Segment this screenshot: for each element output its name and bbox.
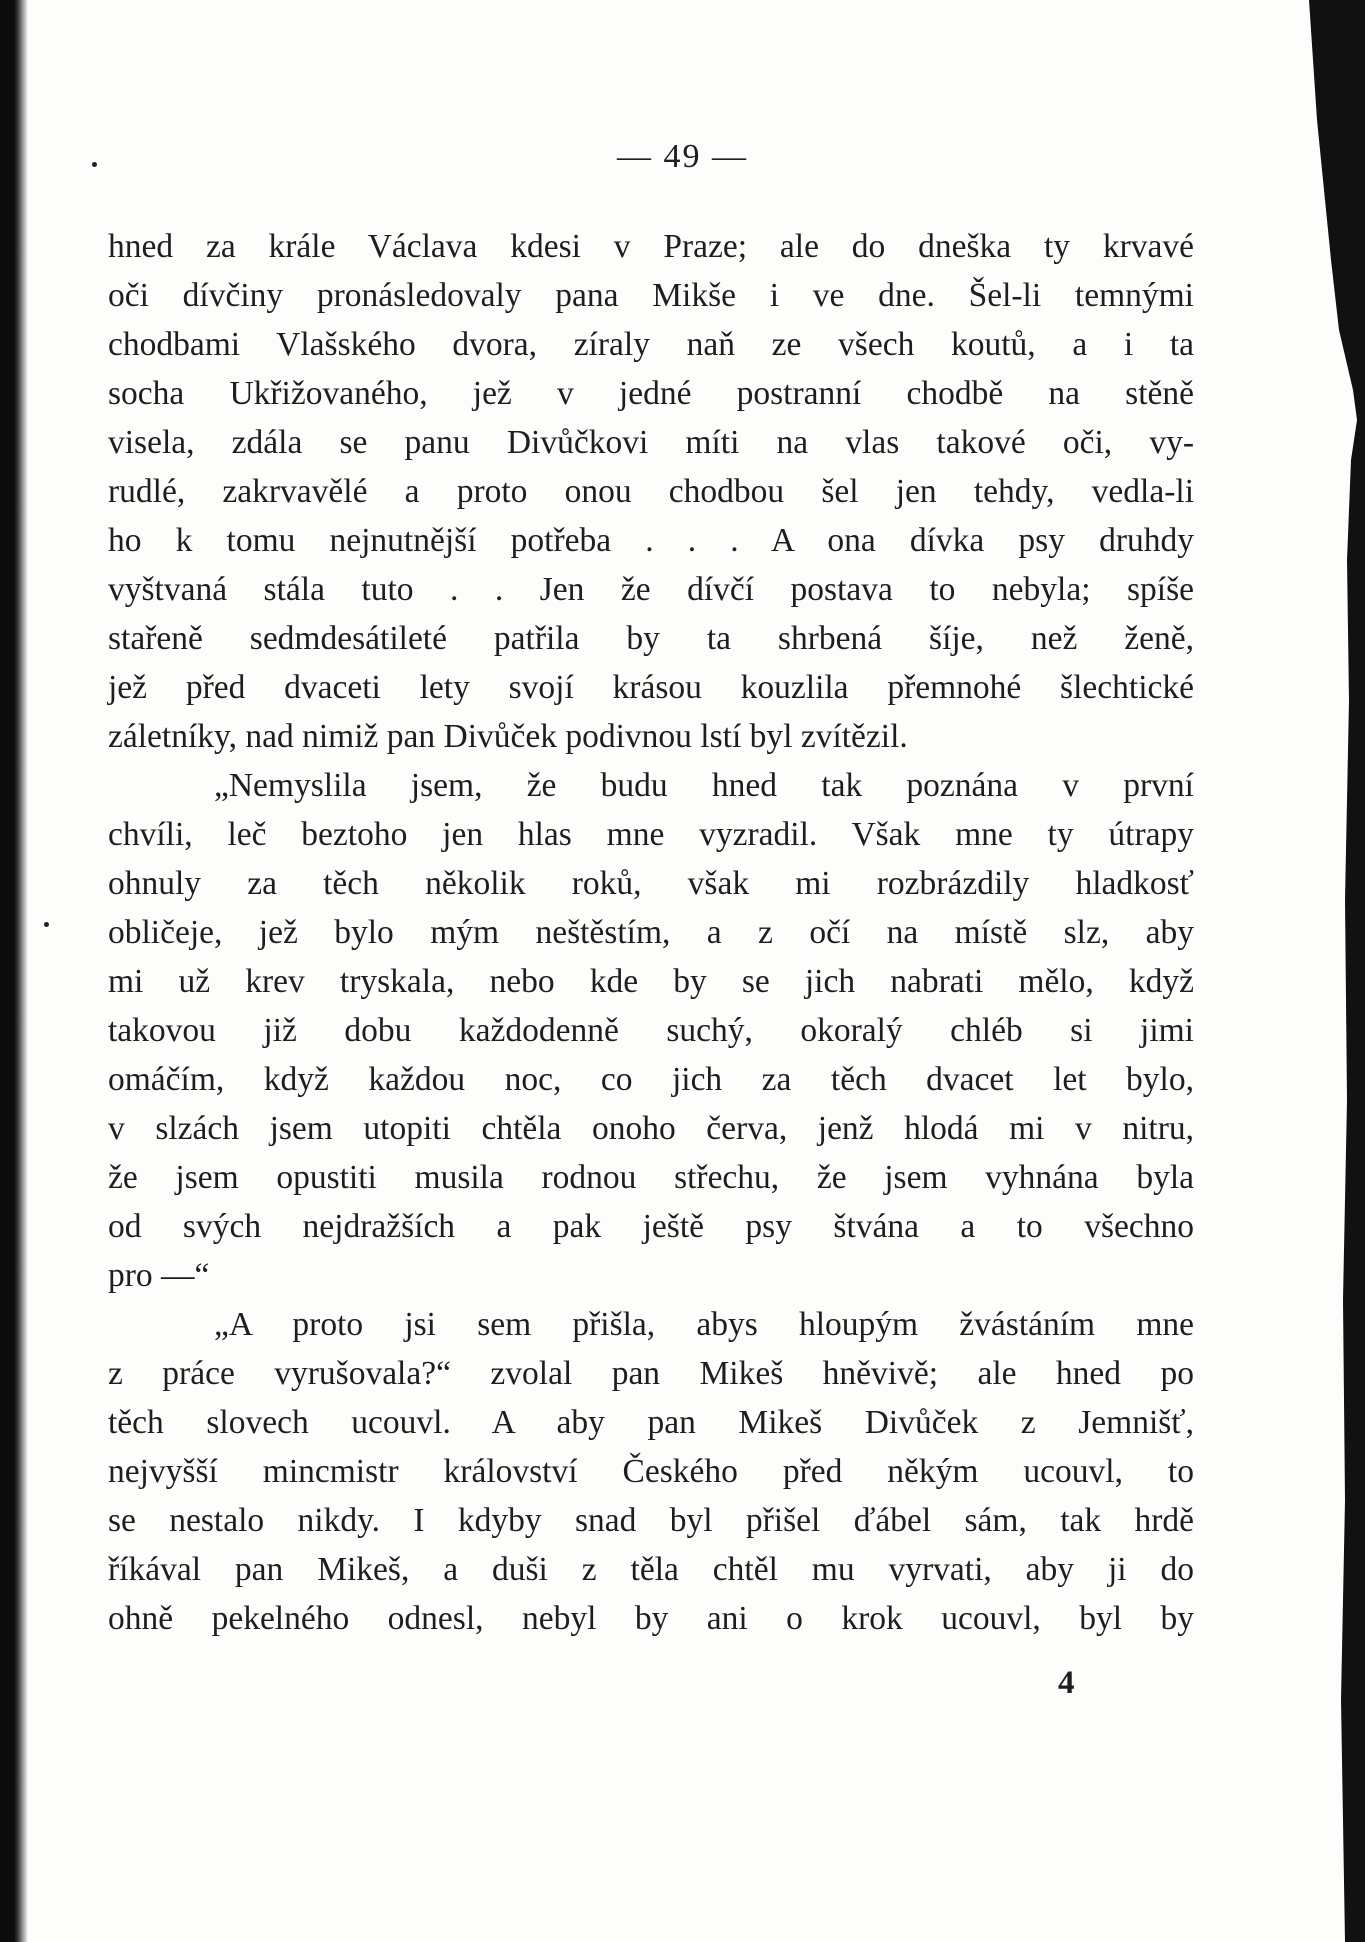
text-line: od svých nejdražších a pak ještě psy štvána a to všechno [108,1208,1194,1245]
page-number: — 49 — [617,138,748,175]
text-line: z práce vyrušovala?“ zvolal pan Mikeš hněvivě; ale hned po [108,1355,1194,1392]
text-line: takovou již dobu každodenně suchý, okoralý chléb si jimi [108,1012,1194,1049]
text-line: říkával pan Mikeš, a duši z těla chtěl mu vyrvati, aby ji do [108,1551,1194,1588]
text-line: nejvyšší mincmistr království Českého před někým ucouvl, to [108,1453,1194,1490]
scan-border-left [0,0,28,1942]
text-line: visela, zdála se panu Divůčkovi míti na vlas takové oči, vy- [108,424,1194,461]
text-line: hned za krále Václava kdesi v Praze; ale do dneška ty krvavé [108,228,1194,265]
text-line: že jsem opustiti musila rodnou střechu, že jsem vyhnána byla [108,1159,1194,1196]
text-line: v slzách jsem utopiti chtěla onoho červa, jenž hlodá mi v nitru, [108,1110,1194,1147]
text-line: oči dívčiny pronásledovaly pana Mikše i ve dne. Šel-li temnými [108,277,1194,314]
text-line: jež před dvaceti lety svojí krásou kouzlila přemnohé šlechtické [108,669,1194,706]
paragraph-start: „A proto jsi sem přišla, abys hloupým žvástáním mne [214,1306,1194,1343]
body-text [108,222,1194,1643]
text-line: omáčím, když každou noc, co jich za těch dvacet let bylo, [108,1061,1194,1098]
text-line: ohně pekelného odnesl, nebyl by ani o krok ucouvl, byl by [108,1600,1194,1637]
text-line: ho k tomu nejnutnější potřeba . . . A ona dívka psy druhdy [108,522,1194,559]
scan-border-right [1295,0,1365,1942]
signature-mark: 4 [1058,1665,1075,1701]
text-line: se nestalo nikdy. I kdyby snad byl přišel ďábel sám, tak hrdě [108,1502,1194,1539]
text-line: ohnuly za těch několik roků, však mi rozbrázdily hladkosť [108,865,1194,902]
ink-speck [44,922,49,927]
paragraph-start: „Nemyslila jsem, že budu hned tak poznána v první [214,767,1194,804]
text-line: pro —“ [108,1257,210,1294]
text-line: rudlé, zakrvavělé a proto onou chodbou šel jen tehdy, vedla-li [108,473,1194,510]
text-line: těch slovech ucouvl. A aby pan Mikeš Divůček z Jemnišť, [108,1404,1194,1441]
text-line: obličeje, jež bylo mým neštěstím, a z očí na místě slz, aby [108,914,1194,951]
text-line: socha Ukřižovaného, jež v jedné postranní chodbě na stěně [108,375,1194,412]
text-line: vyštvaná stála tuto . . Jen že dívčí postava to nebyla; spíše [108,571,1194,608]
text-line: chodbami Vlašského dvora, zíraly naň ze všech koutů, a i ta [108,326,1194,363]
text-line: záletníky, nad nimiž pan Divůček podivnou lstí byl zvítězil. [108,718,908,755]
text-line: chvíli, leč beztoho jen hlas mne vyzradil. Však mne ty útrapy [108,816,1194,853]
text-line: mi už krev tryskala, nebo kde by se jich nabrati mělo, když [108,963,1194,1000]
text-line: stařeně sedmdesátileté patřila by ta shrbená šíje, než ženě, [108,620,1194,657]
